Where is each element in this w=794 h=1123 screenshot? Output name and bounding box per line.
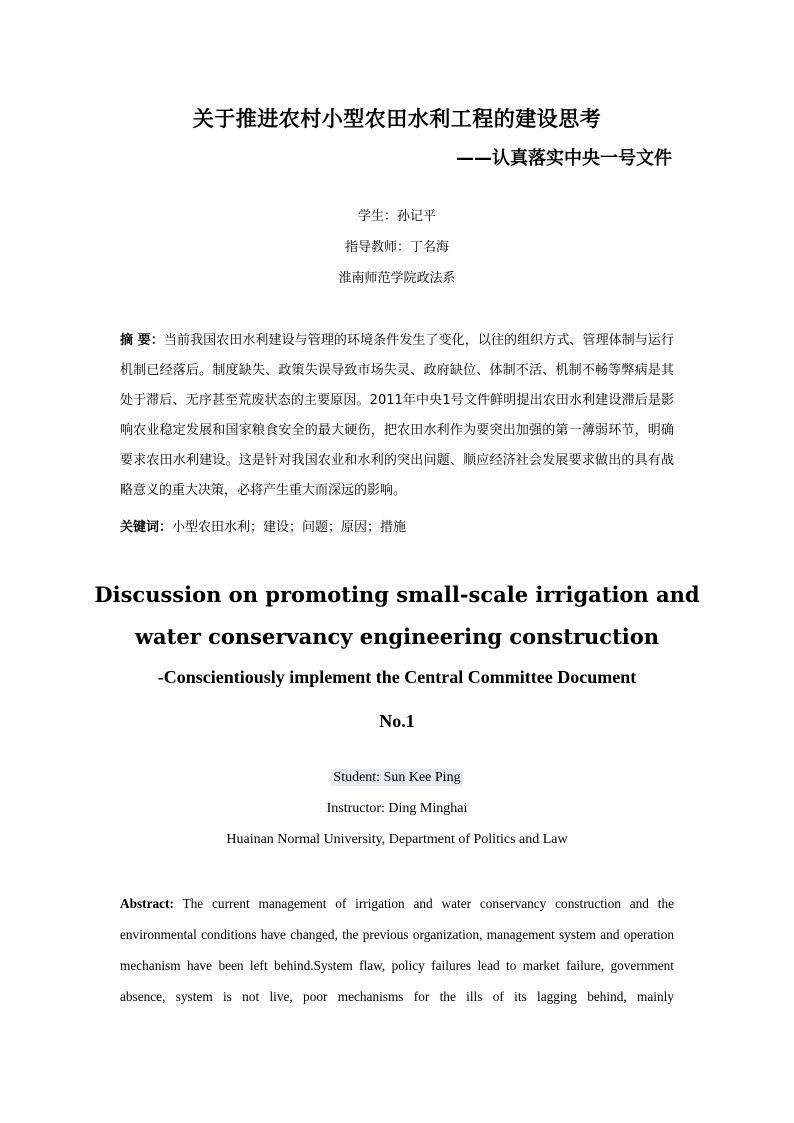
english-department: Huainan Normal University, Department of Politics and Law	[226, 832, 568, 847]
english-instructor: Instructor: Ding Minghai	[326, 801, 468, 816]
chinese-abstract	[120, 326, 674, 506]
english-title-line-2: water conservancy engineering construction	[134, 624, 660, 649]
chinese-title: 关于推进农村小型农田水利工程的建设思考	[192, 107, 602, 131]
chinese-department: 淮南师范学院政法系	[338, 271, 456, 286]
english-abstract-text: The current management of irrigation and water conservancy construction and the environmental conditions have changed, the previous organization, management system and operation mechanism have been left behind.System flaw, policy failures lead to market failure, government absence, system is not live, poor mechanisms for the ills of its lagging behind, mainly	[120, 896, 674, 1004]
english-title-line-1: Discussion on promoting small-scale irrigation and	[94, 582, 700, 607]
english-subtitle-line-2: No.1	[379, 711, 415, 731]
english-student	[0, 767, 794, 789]
chinese-keywords	[120, 513, 674, 543]
chinese-abstract-label: 摘 要：	[120, 333, 164, 348]
english-abstract-label: Abstract:	[120, 896, 174, 911]
english-abstract	[120, 888, 674, 1012]
chinese-keywords-text: 小型农田水利；建设；问题；原因；措施	[172, 520, 407, 535]
english-subtitle-line-1: -Conscientiously implement the Central Committee Document	[157, 667, 637, 687]
chinese-student: 学生：孙记平	[357, 209, 436, 224]
chinese-instructor: 指导教师：丁名海	[344, 240, 449, 255]
chinese-keywords-label: 关键词：	[120, 520, 173, 535]
chinese-abstract-text: 当前我国农田水利建设与管理的环境条件发生了变化，以往的组织方式、管理体制与运行机制已经落后。制度缺失、政策失误导致市场失灵、政府缺位、体制不活、机制不畅等弊病是其处于滞后、无序甚至荒废状态的主要原因。2011年中央1号文件鲜明提出农田水利建设滞后是影响农业稳定发展和国家粮食安全的最大硬伤，把农田水利作为要突出加强的第一薄弱环节，明确要求农田水利建设。这是针对我国农业和水利的突出问题、顺应经济社会发展要求做出的具有战略意义的重大决策，必将产生重大而深远的影响。	[120, 333, 674, 498]
chinese-subtitle: ——认真落实中央一号文件	[456, 148, 672, 169]
english-student-text: Student: Sun Kee Ping	[333, 770, 461, 785]
